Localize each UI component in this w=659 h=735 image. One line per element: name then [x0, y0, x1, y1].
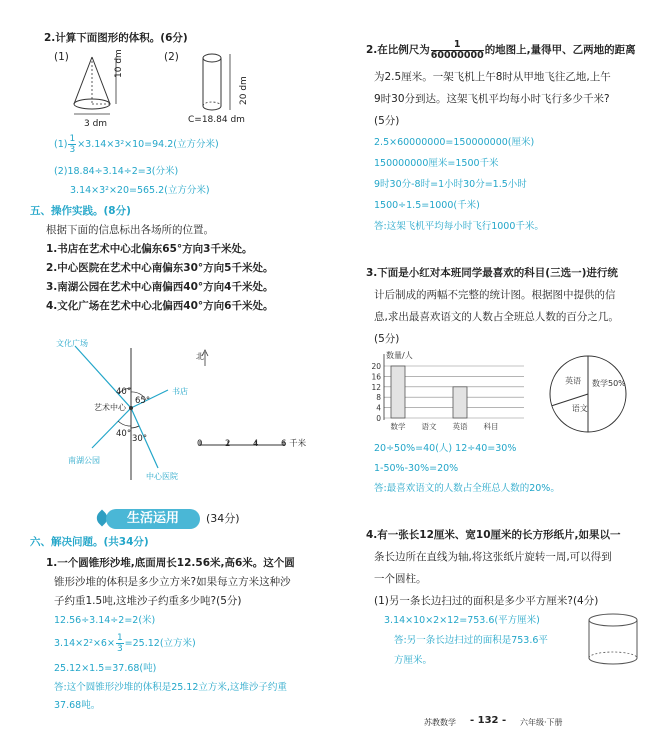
q1-text: 子约重1.5吨,这堆沙子约重多少吨?(5分): [54, 595, 242, 607]
y-tick-label: 12: [371, 382, 381, 392]
q1-text: 锥形沙堆的体积是多少立方米?如果每立方米这种沙: [54, 576, 291, 588]
q2-answer-1: (1) $\frac{1}{3}$ ×3.14×3²×10=94.2(立方分米): [54, 134, 219, 155]
footer-grade: 六年级·下册: [520, 718, 563, 727]
q2r-line1: 2.在比例尺为 $\frac{1}{60000000}$ 的地图上,量得甲、乙两地的距离: [366, 38, 636, 61]
x-tick-label: 语文: [421, 422, 437, 431]
y-tick-label: 8: [376, 393, 381, 403]
map-central-hospital: 中心医院: [146, 472, 178, 481]
y-tick-label: 4: [376, 403, 381, 413]
section5-intro: 根据下面的信息标出各场所的位置。: [46, 224, 214, 236]
q1-answer: 3.14×2²×6× $\frac{1}{3}$ =25.12(立方米): [54, 633, 196, 654]
page-number: - 132 -: [470, 715, 507, 726]
map-art-center: 艺术中心: [94, 403, 126, 412]
scale-tick-label: 6 千米: [281, 439, 307, 449]
section6-title: 六、解决问题。(共34分): [30, 536, 149, 548]
y-axis-label: 数量/人: [386, 351, 413, 360]
q2r-text: (5分): [374, 115, 400, 127]
bar: [453, 387, 467, 418]
map-angle-40-top: 40°: [116, 387, 132, 397]
bar: [391, 366, 405, 418]
section5-item: 4.文化广场在艺术中心北偏西40°方向6千米处。: [46, 300, 274, 312]
q3-answer: 20÷50%=40(人) 12÷40=30%: [374, 443, 517, 454]
map-north-label: 北: [196, 352, 204, 361]
banner-score: (34分): [206, 512, 240, 525]
pie-slice-label: 英语: [565, 376, 582, 386]
q4-answer: 方厘米。: [394, 655, 433, 666]
q3-text: 计后制成的两幅不完整的统计图。根据图中提供的信: [374, 289, 616, 301]
q3-text: (5分): [374, 333, 400, 345]
q3-text: 3.下面是小红对本班同学最喜欢的科目(三选一)进行统: [366, 267, 618, 279]
x-tick-label: 英语: [452, 422, 468, 431]
q4-text: 一个圆柱。: [374, 573, 427, 585]
q4-answer: 答:另一条长边扫过的面积是753.6平: [394, 635, 548, 646]
section5-item: 3.南湖公园在艺术中心南偏西40°方向4千米处。: [46, 281, 274, 293]
map-angle-30: 30°: [132, 434, 148, 444]
q4-answer: 3.14×10×2×12=753.6(平方厘米): [384, 615, 540, 626]
q2r-answer: 150000000厘米=1500千米: [374, 158, 499, 169]
q2r-text: 9时30分到达。这架飞机平均每小时飞行多少千米?: [374, 93, 610, 105]
cone-diameter-label: 3 dm: [84, 119, 108, 129]
q2-answer-2b: 3.14×3²×20=565.2(立方分米): [70, 185, 210, 196]
cone-height-label: 10 dm: [114, 49, 124, 78]
bar-chart: [362, 350, 532, 435]
q1-answer: 37.68吨。: [54, 700, 101, 711]
q2-title: 2.计算下面图形的体积。(6分): [44, 32, 188, 44]
scale-tick-label: 2: [225, 439, 231, 449]
q2r-answer: 1500÷1.5=1000(千米): [374, 200, 480, 211]
cylinder-height-label: 20 dm: [239, 76, 249, 105]
q2-answer-2a: (2)18.84÷3.14÷2=3(分米): [54, 166, 179, 177]
q4-subquestion: (1)另一条长边扫过的面积是多少平方厘米?(4分): [374, 595, 599, 607]
footer-book: 苏教数学: [424, 718, 456, 727]
pie-chart: [544, 350, 634, 440]
map-angle-65: 65°: [135, 396, 151, 406]
pie-slice-label: 数学50%: [592, 379, 626, 388]
cone-figure: [68, 52, 148, 132]
q2r-answer: 9时30分-8时=1小时30分=1.5小时: [374, 179, 527, 190]
y-tick-label: 20: [371, 362, 381, 371]
x-tick-label: 数学: [390, 422, 406, 431]
q3-answer: 1-50%-30%=20%: [374, 463, 459, 474]
q2r-answer: 答:这架飞机平均每小时飞行1000千米。: [374, 221, 544, 232]
q1-answer: 25.12×1.5=37.68(吨): [54, 663, 157, 674]
map-angle-40-bottom: 40°: [116, 429, 132, 439]
q3-text: 息,求出最喜欢语文的人数占全班总人数的百分之几。: [374, 311, 619, 323]
scale-tick-label: 0: [197, 439, 203, 449]
q1-text: 1.一个圆锥形沙堆,底面周长12.56米,高6米。这个圆: [46, 557, 295, 569]
q1-answer: 答:这个圆锥形沙堆的体积是25.12立方米,这堆沙子约重: [54, 682, 287, 693]
y-tick-label: 0: [376, 414, 381, 423]
fig1-label: (1): [54, 51, 69, 63]
q4-text: 条长边所在直线为轴,将这张纸片旋转一周,可以得到: [374, 551, 612, 563]
section5-item: 2.中心医院在艺术中心南偏东30°方向5千米处。: [46, 262, 274, 274]
x-tick-label: 科目: [483, 422, 499, 431]
scale-tick-label: 4: [253, 439, 259, 449]
section5-title: 五、操作实践。(8分): [30, 205, 131, 217]
map-culture-square: 文化广场: [56, 339, 88, 348]
map-nanhu-park: 南湖公园: [68, 456, 100, 465]
q1-answer: 12.56÷3.14÷2=2(米): [54, 615, 156, 626]
cylinder-circumference-label: C=18.84 dm: [188, 115, 245, 125]
fig2-label: (2): [164, 51, 179, 63]
q2r-answer: 2.5×60000000=150000000(厘米): [374, 137, 535, 148]
pie-slice-label: 语文: [571, 403, 588, 413]
q4-text: 4.有一张长12厘米、宽10厘米的长方形纸片,如果以一: [366, 529, 621, 541]
map-bookstore: 书店: [172, 387, 188, 396]
q2r-text: 为2.5厘米。一架飞机上午8时从甲地飞往乙地,上午: [374, 71, 611, 83]
q3-answer: 答:最喜欢语文的人数占全班总人数的20%。: [374, 483, 560, 494]
cylinder-sketch: [588, 612, 648, 682]
section-banner: 生活运用: [106, 509, 200, 529]
y-tick-label: 16: [371, 372, 381, 382]
section5-item: 1.书店在艺术中心北偏东65°方向3千米处。: [46, 243, 253, 255]
